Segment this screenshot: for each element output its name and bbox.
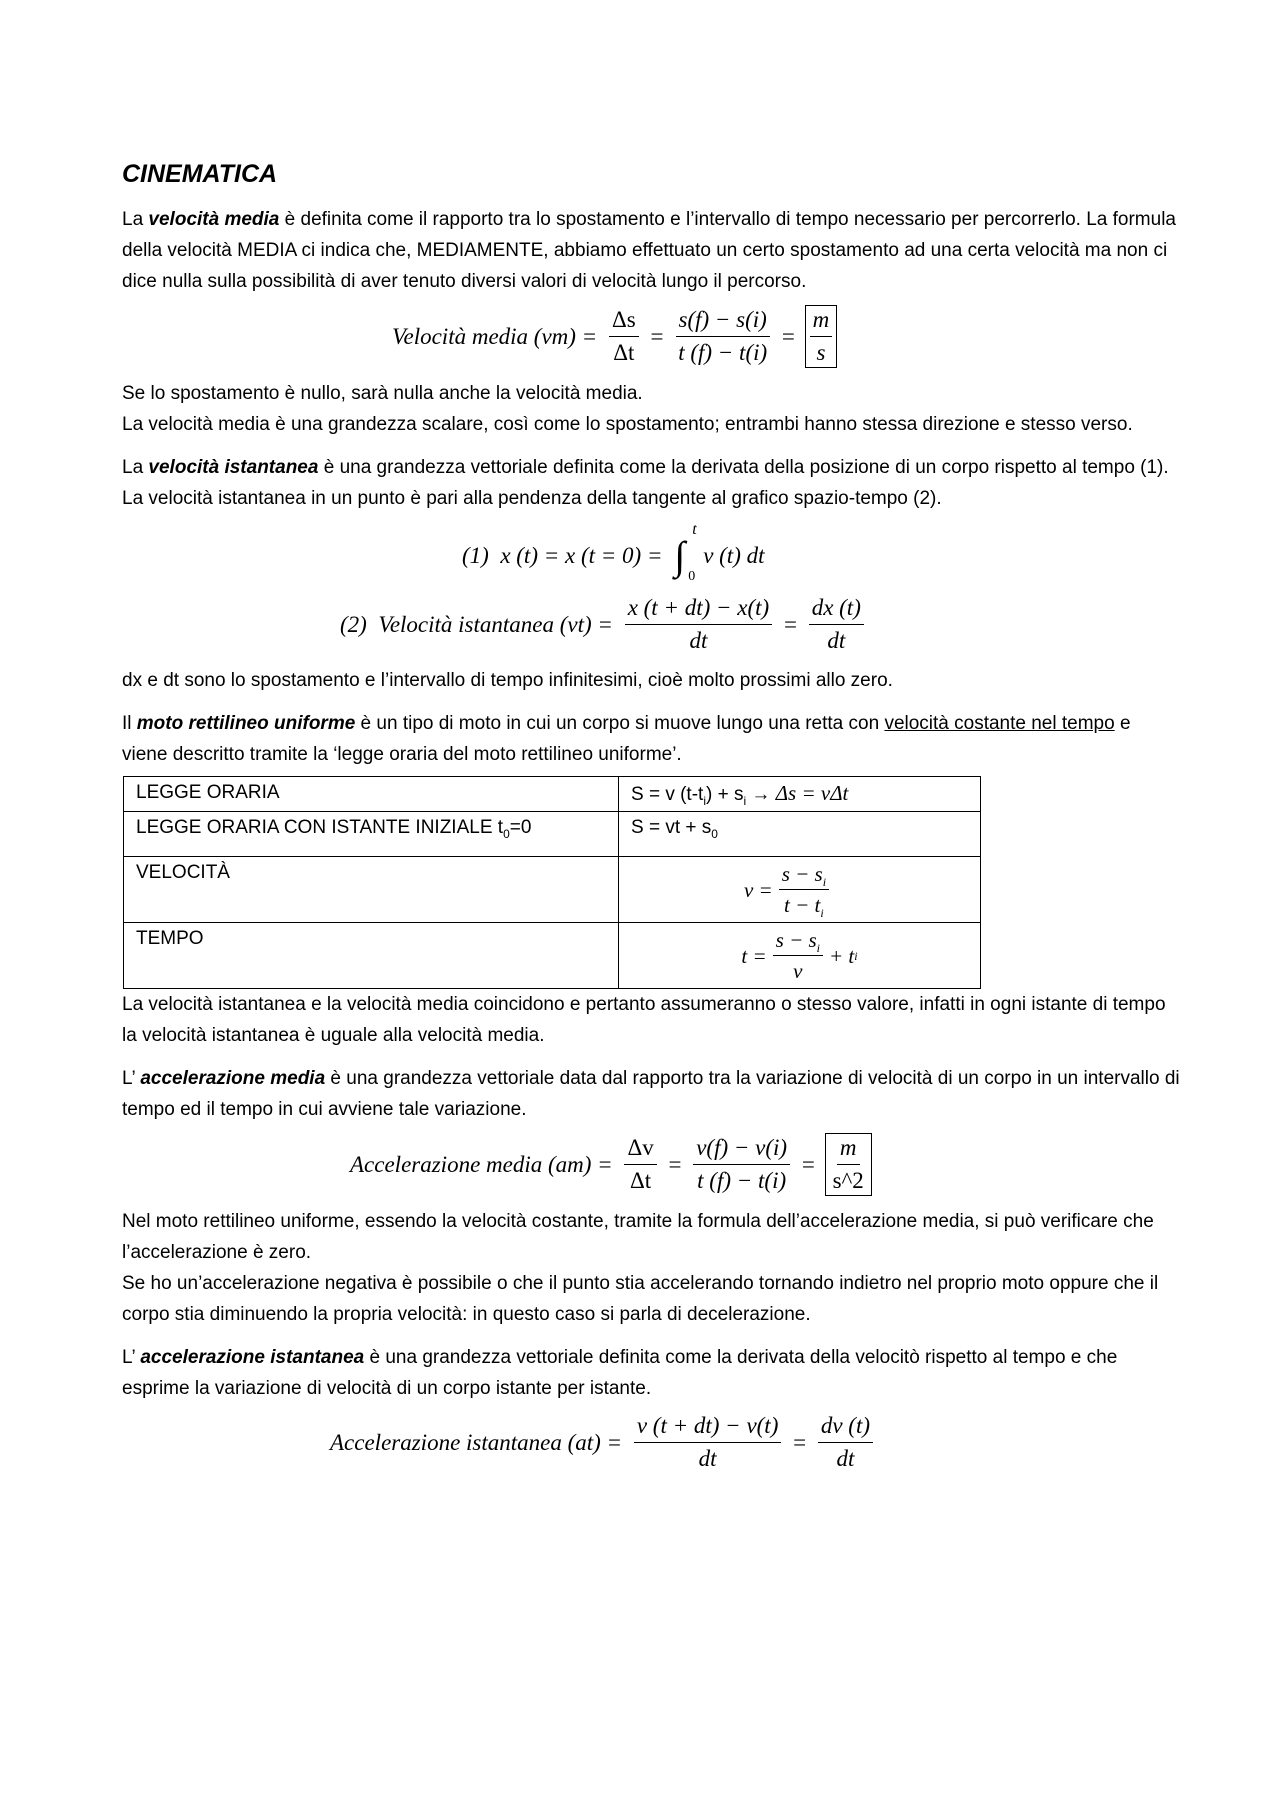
- paragraph-moto-rettilineo: [122, 708, 1180, 770]
- denominator: [781, 890, 827, 921]
- text: è una grandezza vettoriale data dal rapporto tra la variazione di velocità di un corpo in un intervallo di tempo ed il tempo in cui avviene tale variazione.: [122, 1068, 1180, 1120]
- formula-integrale: [462, 521, 765, 584]
- formula-lhs: v =: [743, 877, 773, 902]
- text: è un tipo di moto in cui un corpo si muove lungo una retta con: [355, 713, 885, 734]
- numerator: Δv: [624, 1134, 656, 1165]
- text: + t: [829, 943, 855, 968]
- numerator: v(f) − v(i): [693, 1134, 790, 1165]
- formula-lhs: (1) x (t) = x (t = 0) =: [462, 543, 669, 568]
- equals: =: [778, 611, 803, 637]
- text-line: Nel moto rettilineo uniforme, essendo la velocità costante, tramite la formula dell’accelerazione media, si può verificare che l’accelerazione è zero.: [122, 1211, 1154, 1263]
- subscript: i: [820, 906, 824, 921]
- table-cell-value: t = $\frac{s - s_i}{v}$ + t i: [619, 923, 981, 989]
- table-cell-value: [619, 857, 981, 923]
- numerator: [779, 861, 829, 890]
- numerator: dv (t): [818, 1412, 873, 1443]
- unit-num: m: [810, 306, 833, 337]
- subscript: i: [816, 941, 820, 956]
- integral-sign: ∫ t 0: [674, 521, 697, 584]
- formula-lhs: Velocità media (vm) =: [392, 323, 603, 349]
- unit-den: s^2: [832, 1168, 864, 1193]
- unit-bracket: [825, 1133, 872, 1196]
- text: S = vt + s: [631, 817, 712, 838]
- table-cell-value: [619, 777, 981, 812]
- paragraph-spostamento: [122, 378, 1180, 440]
- table-row: [124, 777, 981, 812]
- text: La: [122, 457, 149, 478]
- subscript: i: [743, 793, 747, 808]
- table-row: [124, 923, 981, 989]
- text: e viene descritto tramite la ‘legge oraria del moto rettilineo uniforme’.: [122, 713, 1131, 765]
- formula-velocita-istantanea: [340, 594, 870, 655]
- numerator: Δs: [609, 306, 639, 337]
- text: è una grandezza vettoriale definita come la derivata della velocitò rispetto al tempo e che esprime la variazione di velocità di un corpo istante per istante.: [122, 1347, 1118, 1399]
- paragraph-accelerazione-media: [122, 1063, 1180, 1125]
- paragraph-infinitesimi: dx e dt sono lo spostamento e l’intervallo di tempo infinitesimi, cioè molto prossimi allo zero.: [122, 670, 893, 691]
- unit-num: m: [837, 1134, 860, 1165]
- text: ) + s: [706, 784, 744, 805]
- text: L’: [122, 1347, 141, 1368]
- numerator: dx (t): [809, 594, 864, 625]
- text: =0: [509, 817, 532, 838]
- denominator: dt: [698, 1446, 717, 1471]
- integrand: v (t) dt: [703, 543, 765, 568]
- term: accelerazione media: [140, 1068, 326, 1089]
- term: velocità media: [148, 209, 280, 230]
- paragraph-velocita-istantanea: [122, 452, 1180, 514]
- formula-lhs: Accelerazione istantanea (at) =: [330, 1429, 628, 1455]
- equals: =: [644, 323, 670, 349]
- equals: =: [787, 1429, 812, 1455]
- underlined-text: velocità costante nel tempo: [884, 713, 1115, 734]
- text: s − s: [775, 928, 817, 952]
- denominator: Δt: [629, 1168, 652, 1193]
- text: s − s: [781, 862, 823, 886]
- formula-velocita-media: [392, 305, 837, 368]
- text: Il: [122, 713, 137, 734]
- paragraph-moto-uniforme-accelerazione: [122, 1206, 1180, 1330]
- denominator: dt: [827, 628, 846, 653]
- table-cell-label: LEGGE ORARIA: [124, 777, 619, 812]
- text-line: Se lo spostamento è nullo, sarà nulla anche la velocità media.: [122, 383, 643, 404]
- paragraph-velocita-media: [122, 204, 1180, 297]
- numerator: s(f) − s(i): [676, 306, 770, 337]
- formula-lhs: t =: [741, 943, 767, 968]
- text-line: La velocità media è una grandezza scalare, così come lo spostamento; entrambi hanno stessa direzione e stesso verso.: [122, 414, 1133, 435]
- paragraph-coincidono: La velocità istantanea e la velocità media coincidono e pertanto assumeranno o stesso valore, infatti in ogni istante di tempo la velocità istantanea è uguale alla velocità media.: [122, 994, 1166, 1046]
- page-title: CINEMATICA: [122, 160, 278, 188]
- unit-bracket: [805, 305, 838, 368]
- equals: =: [662, 1151, 688, 1177]
- formula-accelerazione-media: [350, 1133, 872, 1196]
- text: è definita come il rapporto tra lo spostamento e l’intervallo di tempo necessario per percorrerlo. La formula della velocità MEDIA ci indica che, MEDIAMENTE, abbiamo effettuato un certo spostamento ad una certa velocità ma non ci dice nulla sulla possibilità di aver tenuto diversi valori di velocità lungo il percorso.: [122, 209, 1176, 292]
- table-row: [124, 857, 981, 923]
- subscript: i: [703, 793, 706, 808]
- text-line: Se ho un’accelerazione negativa è possibile o che il punto stia accelerando tornando indietro nel proprio moto oppure che il corpo stia diminuendo la propria velocità: in questo caso si parla di decelerazione.: [122, 1273, 1159, 1325]
- lower-limit: 0: [688, 569, 696, 584]
- numerator: x (t + dt) − x(t): [625, 594, 773, 625]
- denominator: t (f) − t(i): [678, 340, 768, 365]
- term: accelerazione istantanea: [140, 1347, 365, 1368]
- formula-lhs: Accelerazione media (am) =: [350, 1151, 619, 1177]
- formula-lhs: (2) Velocità istantanea (vt) =: [340, 611, 619, 637]
- subscript: 0: [503, 826, 510, 841]
- formula-accelerazione-istantanea: [330, 1412, 879, 1473]
- numerator: [773, 927, 823, 956]
- table-cell-label: [124, 812, 619, 857]
- text: S = v (t-t: [631, 784, 704, 805]
- text: t − t: [784, 893, 821, 917]
- term: moto rettilineo uniforme: [136, 713, 356, 734]
- table-cell-value: [619, 812, 981, 857]
- numerator: v (t + dt) − v(t): [634, 1412, 782, 1443]
- unit-den: s: [816, 340, 826, 365]
- legge-oraria-table: [123, 776, 981, 989]
- text: è una grandezza vettoriale definita come la derivata della posizione di un corpo rispetto al tempo (1). La velocità istantanea in un punto è pari alla pendenza della tangente al grafico spazio-tempo (2).: [122, 457, 1169, 509]
- text: LEGGE ORARIA CON ISTANTE INIZIALE t: [136, 817, 504, 838]
- denominator: t (f) − t(i): [697, 1168, 787, 1193]
- subscript: i: [822, 875, 827, 890]
- paragraph-accelerazione-istantanea: [122, 1342, 1180, 1404]
- denominator: Δt: [613, 340, 635, 365]
- equals: =: [776, 323, 801, 349]
- term: velocità istantanea: [148, 457, 319, 478]
- equals: =: [796, 1151, 821, 1177]
- table-row: [124, 812, 981, 857]
- denominator: dt: [836, 1446, 855, 1471]
- math-text: Δs = vΔt: [775, 781, 849, 805]
- table-cell-label: TEMPO: [124, 923, 619, 989]
- denominator: v: [793, 959, 803, 983]
- text: La: [122, 209, 149, 230]
- subscript: 0: [711, 826, 718, 841]
- upper-limit: t: [692, 521, 697, 538]
- table-cell-label: VELOCITÀ: [124, 857, 619, 923]
- arrow: →: [746, 784, 776, 805]
- text: L’: [122, 1068, 141, 1089]
- denominator: dt: [689, 628, 708, 653]
